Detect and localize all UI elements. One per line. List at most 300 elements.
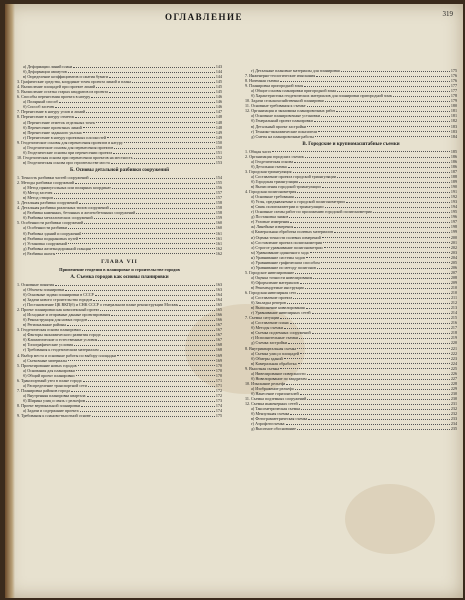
toc-entry-page: 226 [450, 370, 457, 376]
toc-entry-title: б) Основные задачи планировки в СССР [23, 291, 94, 297]
toc-list [17, 64, 222, 165]
dot-leader [111, 312, 214, 316]
toc-entry-title: б) Общий проект планировки [23, 372, 75, 378]
toc-entry-title: в) Метод створов [23, 195, 54, 201]
toc-entry-page: 224 [450, 360, 457, 366]
dot-leader [321, 113, 450, 117]
toc-entry-title: в) Связь полигонометрии и триангуляции [251, 204, 324, 210]
dot-leader [136, 210, 215, 214]
toc-entry-page: 233 [450, 416, 457, 422]
toc-entry-page: 176 [450, 78, 457, 84]
toc-entry-page: 190 [450, 184, 457, 190]
toc-entry-page: 181 [450, 108, 457, 114]
toc-entry-page: 154 [215, 174, 222, 180]
toc-entry-title: а) Метод прямоугольных или полярных координат [23, 185, 111, 191]
dot-leader [112, 185, 215, 189]
toc-entry-page: 145 [215, 79, 222, 85]
dot-leader [74, 342, 215, 346]
toc-entry-title: б) Закладка реперов [251, 300, 286, 306]
toc-entry-page: 162 [215, 250, 222, 256]
toc-entry-page: 196 [450, 214, 457, 220]
toc-entry-page: 218 [450, 330, 457, 336]
dot-leader [73, 64, 214, 68]
toc-entry-page: 172 [215, 387, 222, 393]
dot-leader [314, 118, 450, 122]
toc-entry-title: 9. Требования к планово-высотной основе [17, 413, 91, 419]
toc-entry-title: б) Обмеры зданий [251, 355, 283, 361]
toc-entry-page: 200 [450, 234, 457, 240]
toc-entry-title: 8. Проект вертикальной планировки [17, 403, 81, 408]
toc-entry-page: 204 [450, 254, 457, 260]
dot-leader [78, 363, 215, 367]
dot-leader [94, 215, 215, 219]
toc-entry-title: г) Требования к геодезическим материалам [23, 347, 99, 353]
toc-entry-page: 223 [450, 355, 457, 361]
toc-entry-page: 157 [215, 190, 222, 196]
toc-entry-title: б) Характеристика геодезических материалов для планировки пригородной зоны [251, 93, 393, 99]
toc-entry-title: а) Факторы экономического развития города [23, 332, 101, 338]
toc-entry-page: 199 [450, 229, 457, 235]
toc-entry-title: б) Перенесение проектных линий [23, 124, 82, 130]
toc-entry-title: д) Постановка знаков [251, 214, 289, 220]
toc-entry-page: 208 [450, 274, 457, 280]
dot-leader [100, 307, 215, 311]
toc-entry-page: 157 [215, 195, 222, 201]
dot-leader [294, 224, 449, 228]
toc-entry-title: д) Разбивка железнодорожной станции [23, 245, 92, 251]
dot-leader [67, 322, 215, 326]
toc-entry-title: в) Региональные районы [23, 322, 67, 328]
toc-entry-page: 167 [215, 327, 222, 333]
dot-leader [68, 358, 215, 362]
dot-leader [286, 381, 450, 385]
toc-entry-page: 172 [215, 392, 222, 398]
dot-leader [113, 150, 215, 154]
toc-entry-title: к) Составление проекта полигонометрии [251, 239, 323, 245]
dot-leader [334, 229, 450, 233]
toc-entry-title: 6. Городская нивелирная сеть [245, 290, 297, 296]
toc-entry-page: 149 [215, 134, 222, 140]
dot-leader [54, 195, 215, 199]
dot-leader [307, 124, 450, 128]
toc-entry-page: 160 [215, 225, 222, 231]
toc-entry-page: 182 [450, 118, 457, 124]
dot-leader [325, 204, 450, 208]
toc-entry-page: 229 [450, 385, 457, 391]
toc-entry-title: 5. Городское нивелирование [245, 269, 295, 275]
toc-entry-page: 201 [450, 239, 457, 245]
chapter-title: ГЛАВА VII [101, 258, 138, 265]
toc-entry-title: л) Строгое уравнивание полигонометрии [251, 244, 323, 250]
toc-entry-page: 232 [450, 406, 457, 412]
dot-leader [300, 351, 450, 355]
toc-entry-page: 195 [450, 209, 457, 215]
dot-leader [307, 396, 449, 400]
toc-entry-page: 163 [215, 286, 222, 292]
dot-leader [81, 403, 215, 407]
dot-leader [305, 285, 449, 289]
toc-entry-title: б) Генеральный проект планировки [251, 118, 313, 124]
dot-leader [96, 120, 215, 124]
toc-entry-title: а) Составление проекта [251, 295, 293, 301]
toc-entry-page: 178 [450, 93, 457, 99]
dot-leader [114, 145, 215, 149]
toc-entry-title: е) Угловые измерения [251, 219, 290, 225]
toc-entry-page: 225 [450, 365, 457, 371]
toc-entry-page: 227 [450, 375, 457, 381]
dot-leader [83, 130, 215, 134]
dot-leader [297, 290, 450, 294]
toc-entry-page: 206 [450, 264, 457, 270]
toc-entry-page: 164 [215, 291, 222, 297]
toc-entry-title: 3. Городская триангуляция [245, 168, 292, 174]
toc-entry-title: г) Основные схемы работ по проложению городской полигонометрии [251, 209, 373, 215]
dot-leader [288, 164, 450, 168]
toc-entry-page: 194 [450, 204, 457, 210]
section-title: В. Городские и крупномасштабные съемки [302, 141, 400, 147]
dot-leader [373, 209, 449, 213]
toc-entry-title: в) Съемка подземных сооружений [251, 330, 311, 336]
toc-entry-page: 161 [215, 240, 222, 246]
dot-leader [111, 160, 215, 164]
toc-entry-page: 168 [215, 342, 222, 348]
toc-entry-page: 210 [450, 284, 457, 290]
toc-entry-page: 168 [215, 347, 222, 353]
toc-entry-page: 164 [215, 297, 222, 303]
dot-leader [80, 408, 215, 412]
toc-entry-title: 10. Задачи сельскохозяйственной планировки [245, 98, 325, 104]
dot-leader [76, 373, 215, 377]
dot-leader [295, 270, 450, 274]
toc-entry-title: 4. Вычисление площадей при проекте линий [17, 84, 96, 90]
section-title: А. Съемка городов как основы планировки [70, 274, 169, 280]
dot-leader [83, 378, 215, 382]
toc-entry-title: г) Исполнительные съемки [251, 335, 299, 341]
dot-leader [109, 89, 215, 93]
toc-list [17, 282, 222, 418]
toc-entry-page: 185 [450, 148, 457, 154]
toc-entry-page: 220 [450, 340, 457, 346]
toc-entry-page: 169 [215, 357, 222, 363]
dot-leader [313, 275, 449, 279]
dot-leader [295, 194, 450, 198]
toc-entry-page: 186 [450, 158, 457, 164]
toc-entry-page: 146 [215, 94, 222, 100]
toc-entry-title: г) Постановление ЦК ВКП(б) и СНК СССР о генеральном плане реконструкции Москвы [23, 302, 179, 308]
dot-leader [323, 240, 450, 244]
toc-entry-title: б) Углы, предъявляемые к городской полигонометрии [251, 199, 345, 205]
toc-entry-title: 5. Особенности разбивки сооружений [17, 220, 84, 226]
toc-list [17, 175, 222, 256]
toc-entry-title: 11. Съемка подземных сооружений [245, 396, 307, 401]
dot-leader [336, 108, 449, 112]
toc-entry-title: 9. Геодезические основы для перенесения проектов в натуру [17, 139, 123, 145]
toc-entry-title: 3. Геодезическая основа планировки [17, 327, 81, 333]
dot-leader [307, 103, 450, 107]
toc-entry-page: 150 [215, 139, 222, 145]
toc-entry-title: в) Рекомендуемые инструкции [251, 284, 305, 290]
toc-entry-title: а) Исходные и отправные данные проектирования [23, 312, 111, 318]
toc-entry-title: а) Распределение транспортной сети [23, 382, 87, 388]
toc-entry [245, 426, 457, 431]
toc-entry-title: з) Камеральная обработка полевых материалов [251, 229, 334, 235]
dot-leader [288, 340, 450, 344]
toc-entry-page: 213 [450, 305, 457, 311]
toc-entry-page: 169 [215, 352, 222, 358]
toc-entry-title: 11. Основные требования к съемке [245, 103, 306, 109]
dot-leader [393, 93, 449, 97]
dot-leader [280, 315, 450, 319]
toc-entry-title: 7. Съемка ситуации [245, 315, 280, 321]
dot-leader [68, 69, 215, 73]
dot-leader [88, 317, 215, 321]
dot-leader [92, 246, 215, 250]
dot-leader [90, 175, 215, 179]
toc-entry-title: а) Общие основы планировки пригородной зоны [251, 88, 337, 94]
toc-entry-title: в) Детальный проект застройки [251, 123, 307, 129]
toc-entry-page: 173 [215, 397, 222, 403]
toc-entry-page: 183 [450, 128, 457, 134]
toc-entry-title: 2. Организация городских съемок [245, 153, 304, 159]
toc-entry-title: и) Оценка точности полевых измерений [251, 234, 321, 240]
book-spine [5, 4, 15, 598]
toc-entry-title: г) Детальные плановые материалы для планировки [251, 68, 341, 73]
toc-entry-page: 146 [215, 104, 222, 110]
dot-leader [100, 347, 215, 351]
dot-leader [299, 179, 450, 183]
toc-entry-page: 217 [450, 325, 457, 331]
toc-entry-title: в) Определение коэффициентов и сжатия бумаги [23, 74, 109, 80]
toc-entry-title: 8. Внутриквартальная съемка [245, 345, 297, 351]
dot-leader [337, 88, 450, 92]
toc-entry-page: 187 [450, 168, 457, 174]
toc-entry-title: 1. Основные понятия [17, 281, 54, 287]
dot-leader [79, 200, 215, 204]
dot-leader [316, 73, 450, 77]
dot-leader [337, 174, 450, 178]
dot-leader [124, 140, 215, 144]
toc-entry-title: н) Уравнивание системы ходов [251, 254, 305, 260]
toc-entry-title: 10. Изыскание рельефа [245, 380, 286, 386]
toc-entry-title: б) Разбивка зданий и сооружений [23, 230, 82, 236]
dot-leader [134, 155, 215, 159]
toc-right-column [245, 68, 457, 431]
dot-leader [300, 391, 450, 395]
dot-leader [68, 241, 215, 245]
toc-entry-title: а) Изображение рельефа [251, 385, 294, 391]
toc-entry-title: 1. Точность разбивки частей сооружений [17, 174, 89, 180]
toc-entry-page: 144 [215, 74, 222, 80]
dot-leader [272, 149, 450, 153]
dot-leader [312, 310, 450, 314]
toc-entry-title: а) Разбивка каменных, бетонных и железобетонных сооружений [23, 210, 136, 216]
toc-entry-page: 145 [215, 89, 222, 95]
dot-leader [55, 282, 215, 286]
dot-leader [98, 337, 214, 341]
dot-leader [132, 79, 215, 83]
dot-leader [56, 251, 215, 255]
dot-leader [290, 320, 450, 324]
dot-leader [84, 220, 215, 224]
toc-entry-title: 6. Транспортный узел в плане города [17, 377, 82, 383]
toc-entry-title: д) Сметы на планировочные работы [251, 133, 314, 139]
dot-leader [297, 189, 450, 193]
toc-entry-page: 158 [215, 210, 222, 216]
toc-entry-title: в) Топографические условия [23, 342, 73, 348]
toc-entry-page: 149 [215, 129, 222, 135]
dot-leader [284, 325, 450, 329]
toc-entry-page: 186 [450, 163, 457, 169]
toc-entry-title: а) Внутренняя планировка квартала [23, 392, 86, 398]
toc-entry-title: б) Ширина улиц и связь с рельефом [23, 397, 86, 403]
toc-entry-title: 9. Высотная съемка [245, 365, 280, 371]
dot-leader [299, 401, 450, 405]
toc-entry-title: б) Нивелирование по квадратам [251, 375, 307, 381]
toc-entry-page: 167 [215, 332, 222, 338]
toc-entry-page: 163 [215, 281, 222, 287]
toc-entry-page: 162 [215, 245, 222, 251]
toc-entry-page: 207 [450, 269, 457, 275]
toc-entry-title: в) Перенесение заданного уклона [23, 129, 82, 135]
toc-entry-page: 191 [450, 189, 457, 195]
toc-entry-page: 219 [450, 335, 457, 341]
toc-entry-page: 209 [450, 279, 457, 285]
dot-leader [308, 416, 449, 420]
toc-entry-title: б) Способ засечек [23, 104, 55, 110]
dot-leader [306, 305, 450, 309]
toc-entry-title: а) Геодезическая основа [251, 158, 294, 164]
dot-leader [308, 376, 450, 380]
dot-leader [312, 330, 450, 334]
toc-entry-title: б) Оформление материалов [251, 279, 299, 285]
dot-leader [290, 219, 450, 223]
toc-entry-title: 7. Инженерно-геологические изыскания [245, 73, 316, 79]
toc-entry-page: 161 [215, 230, 222, 236]
toc-entry-page: 175 [215, 413, 222, 419]
dot-leader [346, 199, 450, 203]
dot-leader [110, 205, 215, 209]
dot-leader [59, 99, 214, 103]
toc-entry-title: 5. Вычисление остатка старых квадратов из проекта [17, 89, 108, 95]
dot-leader [325, 98, 449, 102]
toc-entry-title: а) Особенности разбивки [23, 225, 68, 231]
toc-entry-title: 5. Проектирование новых городов [17, 362, 77, 368]
dot-leader [284, 356, 450, 360]
toc-entry-title: 3. Детальная разбивка сооружений [17, 200, 78, 206]
toc-entry-page: 165 [215, 307, 222, 313]
toc-entry-page: 214 [450, 310, 457, 316]
toc-entry-title: 8. Наземная съемка [245, 78, 279, 84]
toc-entry-page: 174 [215, 403, 222, 408]
dot-leader [295, 386, 450, 390]
toc-entry-page: 179 [450, 98, 457, 104]
toc-entry-title: 10. Геодезическая основа при перенесении проектов на местность [17, 154, 133, 160]
dot-leader [297, 346, 449, 350]
dot-leader [324, 245, 450, 249]
toc-entry-page: 148 [215, 124, 222, 130]
toc-entry-page: 156 [215, 185, 222, 191]
toc-entry [17, 160, 222, 165]
toc-entry-page: 151 [215, 149, 222, 155]
toc-entry-page: 167 [215, 337, 222, 343]
toc-entry-page: 231 [450, 401, 457, 407]
toc-entry-page: 205 [450, 259, 457, 265]
toc-entry-title: а) Таксометрическая съемка [251, 406, 301, 412]
dot-leader [297, 426, 450, 430]
toc-entry-title: а) Перенесение отметок отдельных точек [23, 119, 95, 125]
toc-entry-page: 152 [215, 154, 222, 160]
toc-entry-page: 160 [215, 220, 222, 226]
toc-entry [245, 134, 457, 139]
dot-leader [54, 190, 215, 194]
dot-leader [321, 260, 450, 264]
dot-leader [82, 327, 215, 331]
toc-entry-page: 228 [450, 380, 457, 386]
toc-entry-title: в) Вычисления городской триангуляции [251, 184, 321, 190]
page-heading: ОГЛАВЛЕНИЕ [165, 12, 243, 22]
toc-entry-page: 193 [450, 199, 457, 205]
toc-entry-page: 235 [450, 426, 457, 432]
toc-entry-page: 174 [215, 408, 222, 414]
toc-entry-page: 159 [215, 215, 222, 221]
dot-leader [96, 84, 215, 88]
toc-entry-page: 234 [450, 421, 457, 427]
toc-entry-page: 181 [450, 113, 457, 119]
toc-entry-title: а) Оценка точности нивелирования [251, 274, 313, 280]
toc-entry-title: 7. Планировка районов города [17, 387, 70, 393]
toc-entry-title: 2. Методы разбивки сооружений [17, 180, 74, 186]
dot-leader [86, 109, 215, 113]
toc-entry-title: 8. Перенесение в натуру отметок [17, 114, 75, 120]
dot-leader [75, 180, 215, 184]
toc-entry-title: б) Геодезические основы при перенесении проекта [23, 149, 113, 155]
toc-entry-title: е) Разбивка шахты [23, 250, 56, 256]
dot-leader [91, 94, 215, 98]
toc-entry-page: 192 [450, 194, 457, 200]
toc-entry-title: б) Нанесение горизонталей [251, 390, 299, 396]
toc-entry-page: 175 [450, 68, 457, 73]
toc-entry-page: 148 [215, 114, 222, 120]
toc-entry-title: а) Нивелирование поверхности [251, 370, 306, 376]
toc-entry-page: 144 [215, 69, 222, 75]
toc-entry-page: 147 [215, 109, 222, 115]
dot-leader [315, 134, 450, 138]
toc-entry-title: 12. Организация и экономика планировочных работ [245, 108, 336, 114]
toc-entry-title: б) Разбивка металлических сооружений [23, 215, 93, 221]
toc-entry-page: 165 [215, 302, 222, 308]
toc-entry-title: а) Деформации линий плана [23, 64, 73, 69]
toc-entry-title: г) Установка сооружений [23, 240, 67, 246]
toc-entry-title: 12. Съемка инженерных сетей [245, 401, 298, 407]
toc-entry-title: 6. Способы перенесения проекта в натуру [17, 94, 91, 100]
book-page [5, 4, 463, 598]
toc-entry-page: 166 [215, 312, 222, 318]
toc-entry-page: 222 [450, 350, 457, 356]
dot-leader [304, 83, 450, 87]
toc-entry-title: 4. Выбор места и основные работы по выбору площадки [17, 352, 117, 358]
toc-entry-title: 3. Графические средства, координат точек проекта линий и плана [17, 79, 132, 85]
toc-left-column [17, 64, 222, 418]
dot-leader [317, 265, 450, 269]
toc-entry-page: 148 [215, 119, 222, 125]
toc-entry-title: 2. Проект планировки как комплексный проект [17, 307, 100, 313]
toc-entry-page: 215 [450, 315, 457, 321]
toc-entry-title: а) Съемочные материалы [23, 357, 68, 363]
toc-entry-page: 198 [450, 224, 457, 230]
toc-entry-title: г) Уравнивание нивелирных сетей [251, 310, 311, 316]
toc-entry-page: 161 [215, 235, 222, 241]
toc-entry-page: 216 [450, 320, 457, 326]
